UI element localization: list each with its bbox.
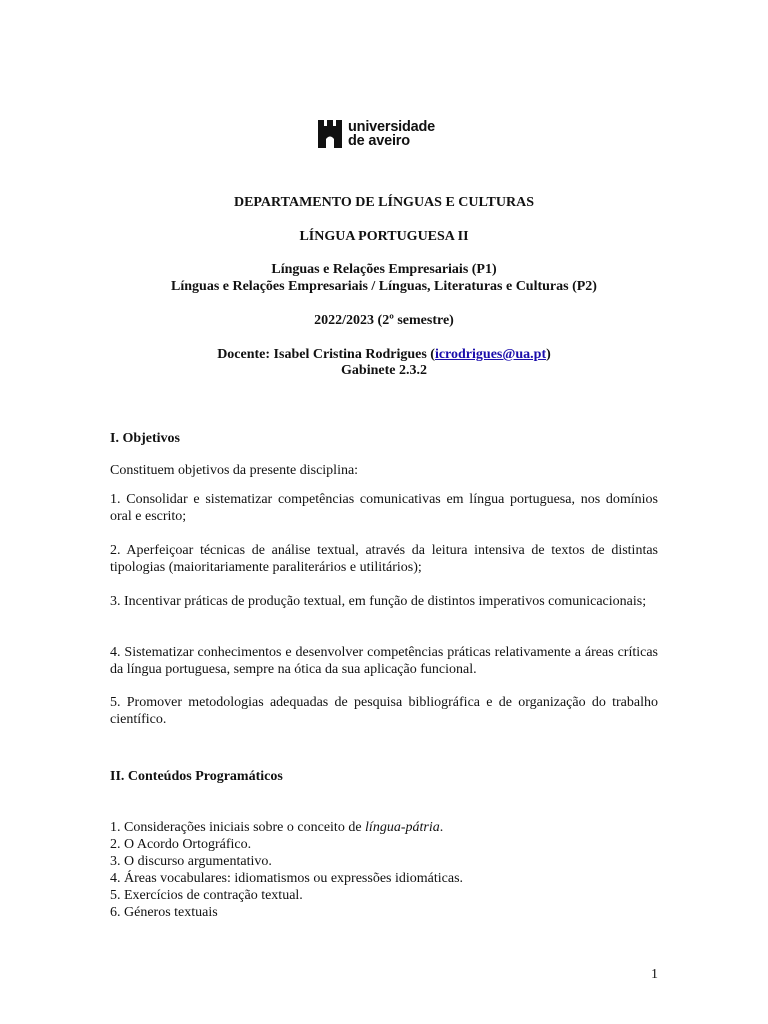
list-item: 5. Exercícios de contração textual.	[110, 888, 303, 903]
objective-item: 4. Sistematizar conhecimentos e desenvolver competências práticas relativamente a áreas críticas da língua portuguesa, sempre na ótica da sua aplicação funcional.	[110, 645, 658, 677]
contents-list	[110, 819, 658, 921]
university-logo	[318, 112, 458, 156]
program-line-1: Línguas e Relações Empresariais (P1)	[271, 262, 497, 277]
office-location: Gabinete 2.3.2	[341, 363, 427, 378]
list-item-italic-term: língua-pátria	[365, 820, 440, 835]
page-number: 1	[651, 967, 658, 982]
teacher-name: Docente: Isabel Cristina Rodrigues (	[217, 347, 435, 362]
objective-item: 3. Incentivar práticas de produção textual, em função de distintos imperativos comunicacionais;	[110, 594, 647, 609]
section-contents-title: II. Conteúdos Programáticos	[110, 769, 283, 784]
list-item-suffix: .	[439, 820, 444, 835]
list-item: 2. O Acordo Ortográfico.	[110, 837, 252, 852]
objective-item: 2. Aperfeiçoar técnicas de análise textual, através da leitura intensiva de textos de distintas tipologias (maioritariamente paraliterários e utilitários);	[110, 543, 658, 575]
list-item: 4. Áreas vocabulares: idiomatismos ou expressões idiomáticas.	[110, 871, 464, 886]
teacher-line	[0, 346, 768, 363]
teacher-email-link[interactable]: icrodrigues@ua.pt	[434, 347, 547, 362]
academic-year: 2022/2023 (2º semestre)	[314, 313, 454, 328]
objective-item: 1. Consolidar e sistematizar competências comunicativas em língua portuguesa, nos domínios oral e escrito;	[110, 492, 658, 524]
logo-line1: universidade	[348, 119, 436, 135]
list-item-text: 1. Considerações iniciais sobre o conceito de	[110, 820, 366, 835]
list-item: 6. Géneros textuais	[110, 905, 218, 920]
logo-line2: de aveiro	[348, 133, 410, 149]
program-line-2: Línguas e Relações Empresariais / Línguas, Literaturas e Culturas (P2)	[171, 279, 597, 294]
section-objectives-title: I. Objetivos	[110, 431, 180, 446]
objectives-intro: Constituem objetivos da presente disciplina:	[110, 463, 359, 478]
list-item	[110, 819, 658, 836]
course-title: LÍNGUA PORTUGUESA II	[299, 229, 469, 244]
teacher-suffix: )	[546, 347, 551, 362]
objective-item: 5. Promover metodologias adequadas de pesquisa bibliográfica e de organização do trabalho científico.	[110, 695, 658, 727]
department-title: DEPARTAMENTO DE LÍNGUAS E CULTURAS	[233, 195, 535, 210]
list-item: 3. O discurso argumentativo.	[110, 854, 272, 869]
logo-wordmark	[348, 120, 435, 148]
university-building-icon	[318, 120, 342, 148]
